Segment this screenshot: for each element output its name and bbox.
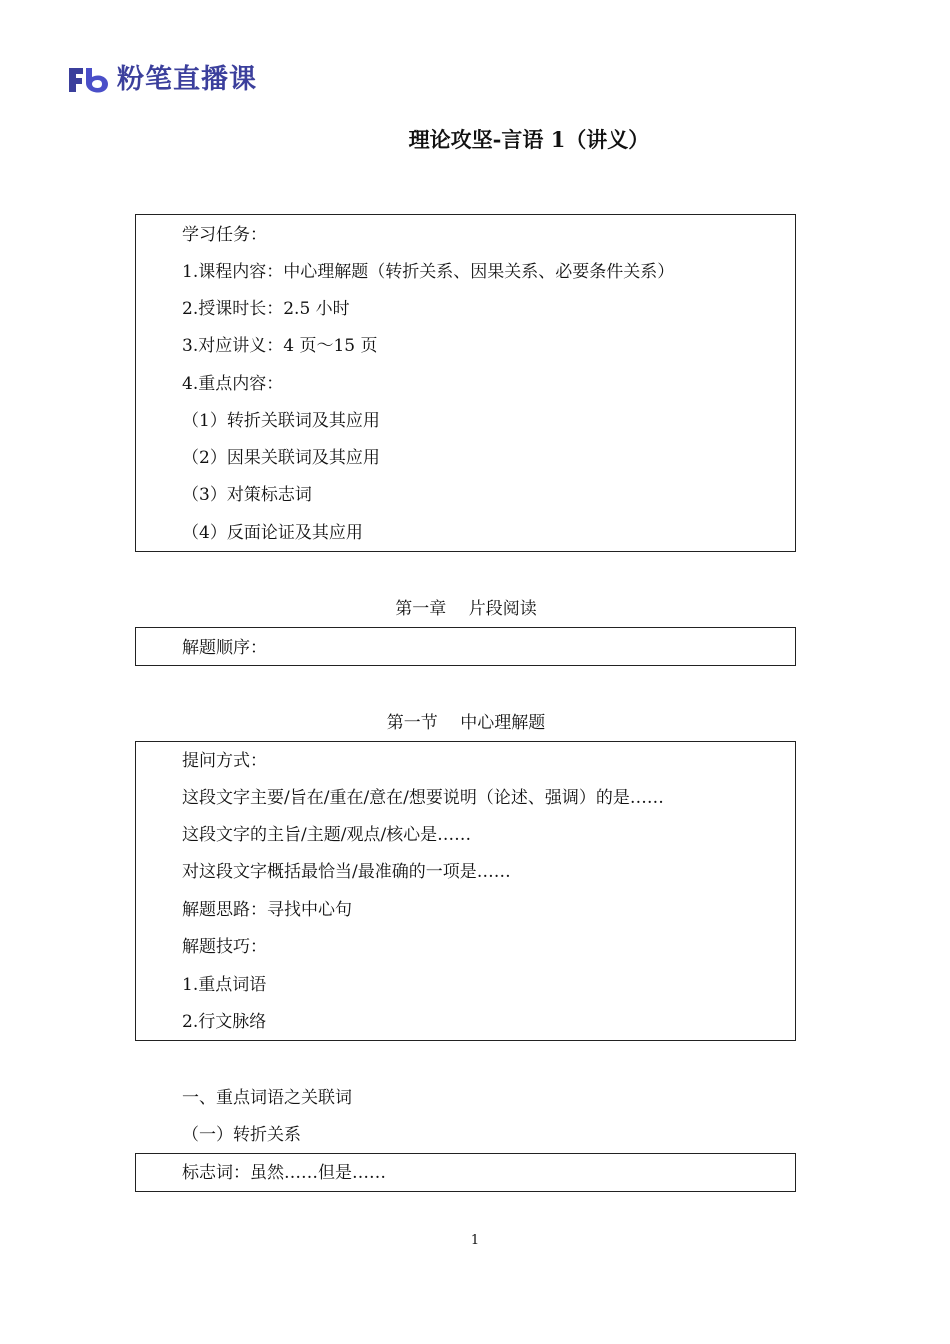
section-line: 对这段文字概括最恰当/最准确的一项是…… (182, 862, 511, 882)
chapter-box-text: 解题顺序： (182, 638, 267, 658)
brand-name: 粉笔直播课 (117, 64, 257, 95)
brand-logo (67, 62, 257, 98)
task-line: （3）对策标志词 (182, 485, 312, 505)
part-subheading: （一）转折关系 (182, 1125, 301, 1145)
section-line: 解题思路：寻找中心句 (182, 900, 352, 920)
chapter-heading: 第一章 片段阅读 (395, 599, 537, 619)
section-line: 1.重点词语 (182, 975, 267, 995)
page-number: 1 (470, 1233, 480, 1248)
section-line: 2.行文脉络 (182, 1012, 267, 1032)
task-line: （2）因果关联词及其应用 (182, 448, 380, 468)
fb-logo-icon (67, 64, 111, 96)
part-heading: 一、重点词语之关联词 (182, 1088, 352, 1108)
section-heading: 第一节 中心理解题 (386, 713, 546, 733)
part-box-text: 标志词：虽然……但是…… (182, 1163, 386, 1183)
task-line: 3.对应讲义：4 页～15 页 (182, 336, 378, 356)
task-line: （1）转折关联词及其应用 (182, 411, 380, 431)
document-title: 理论攻坚-言语 1（讲义） (408, 127, 650, 152)
task-line: 4.重点内容： (182, 374, 284, 394)
task-line: 1.课程内容：中心理解题（转折关系、因果关系、必要条件关系） (182, 262, 675, 282)
task-line: 2.授课时长：2.5 小时 (182, 299, 350, 319)
task-line: （4）反面论证及其应用 (182, 523, 363, 543)
task-heading: 学习任务： (182, 225, 267, 245)
section-line: 这段文字的主旨/主题/观点/核心是…… (182, 825, 472, 845)
section-line: 这段文字主要/旨在/重在/意在/想要说明（论述、强调）的是…… (182, 788, 664, 808)
section-line: 提问方式： (182, 751, 267, 771)
section-line: 解题技巧： (182, 937, 267, 957)
